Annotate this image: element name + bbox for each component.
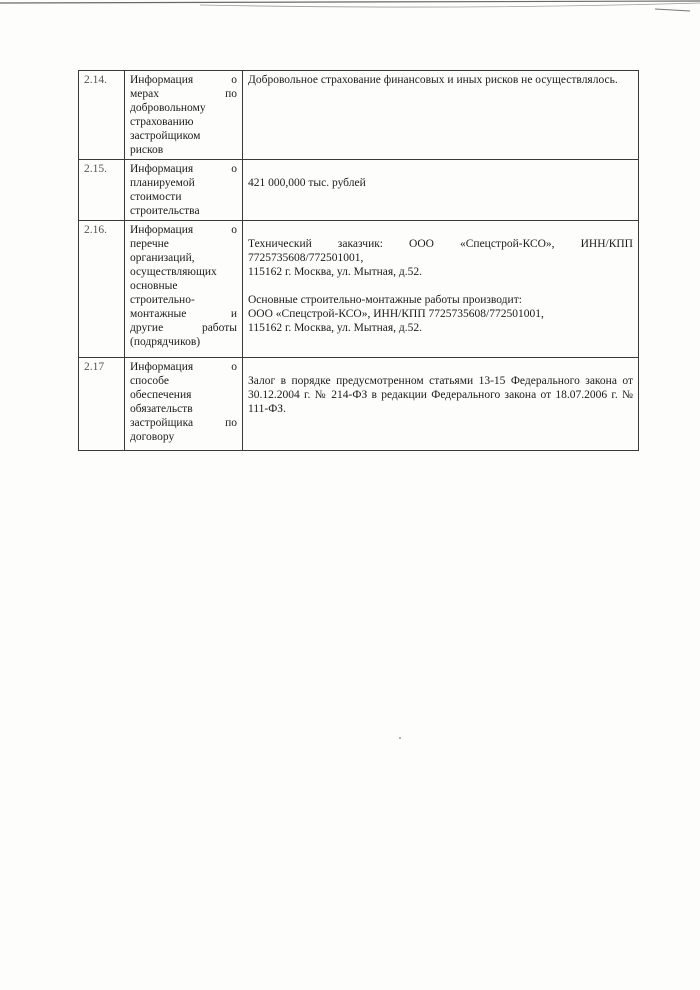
label-line: страхованию xyxy=(130,116,194,128)
content-line: ООО «Спецстрой-КСО», ИНН/КПП 7725735608/772501001, xyxy=(248,308,544,320)
label-line: перечне xyxy=(130,238,169,250)
scan-speck xyxy=(399,737,401,739)
label-line: договору xyxy=(130,431,175,443)
item-label xyxy=(125,71,243,160)
label-line: застройщика по xyxy=(130,417,237,429)
item-number: 2.15. xyxy=(79,160,125,221)
item-content xyxy=(243,71,639,160)
label-line: организаций, xyxy=(130,252,195,264)
info-table xyxy=(78,70,639,451)
item-label xyxy=(125,358,243,451)
label-line: осуществляющих xyxy=(130,266,217,278)
label-line: строительно- xyxy=(130,294,195,306)
item-number: 2.16. xyxy=(79,221,125,358)
label-line: Информация о xyxy=(130,224,237,236)
label-line: монтажные и xyxy=(130,308,237,320)
content-line: Основные строительно-монтажные работы производит: xyxy=(248,294,522,306)
table-row xyxy=(79,358,639,451)
label-line: обязательств xyxy=(130,403,193,415)
content-line: 115162 г. Москва, ул. Мытная, д.52. xyxy=(248,322,423,334)
item-number: 2.14. xyxy=(79,71,125,160)
label-line: Информация о xyxy=(130,74,237,86)
item-number: 2.17 xyxy=(79,358,125,451)
item-content xyxy=(243,160,639,221)
item-label xyxy=(125,221,243,358)
content-line: 421 000,000 тыс. рублей xyxy=(248,177,366,189)
label-line: Информация о xyxy=(130,361,237,373)
label-line: планируемой xyxy=(130,177,195,189)
label-line: Информация о xyxy=(130,163,237,175)
label-line: основные xyxy=(130,280,178,292)
table-row xyxy=(79,160,639,221)
label-line: способе xyxy=(130,375,169,387)
content-line: Залог в порядке предусмотренном статьями 13-15 Федерального закона от 30.12.2004 г. № 214-ФЗ в редакции Федерального закона от 18.07.2006 г. № 111-ФЗ. xyxy=(248,375,633,415)
label-line: (подрядчиков) xyxy=(130,336,201,348)
item-label xyxy=(125,160,243,221)
label-line: рисков xyxy=(130,144,164,156)
label-line: добровольному xyxy=(130,102,206,114)
table-row xyxy=(79,221,639,358)
table-row xyxy=(79,71,639,160)
scan-edge-artifact xyxy=(0,0,700,14)
label-line: стоимости xyxy=(130,191,182,203)
label-line: другие работы xyxy=(130,322,237,334)
label-line: застройщиком xyxy=(130,130,201,142)
label-line: мерах по xyxy=(130,88,237,100)
content-line: Технический заказчик: ООО «Спецстрой-КСО», ИНН/КПП 7725735608/772501001, xyxy=(248,238,633,264)
item-content xyxy=(243,221,639,358)
content-line: Добровольное страхование финансовых и иных рисков не осуществлялось. xyxy=(248,74,618,86)
label-line: обеспечения xyxy=(130,389,192,401)
label-line: строительства xyxy=(130,205,200,217)
item-content xyxy=(243,358,639,451)
content-line: 115162 г. Москва, ул. Мытная, д.52. xyxy=(248,266,423,278)
